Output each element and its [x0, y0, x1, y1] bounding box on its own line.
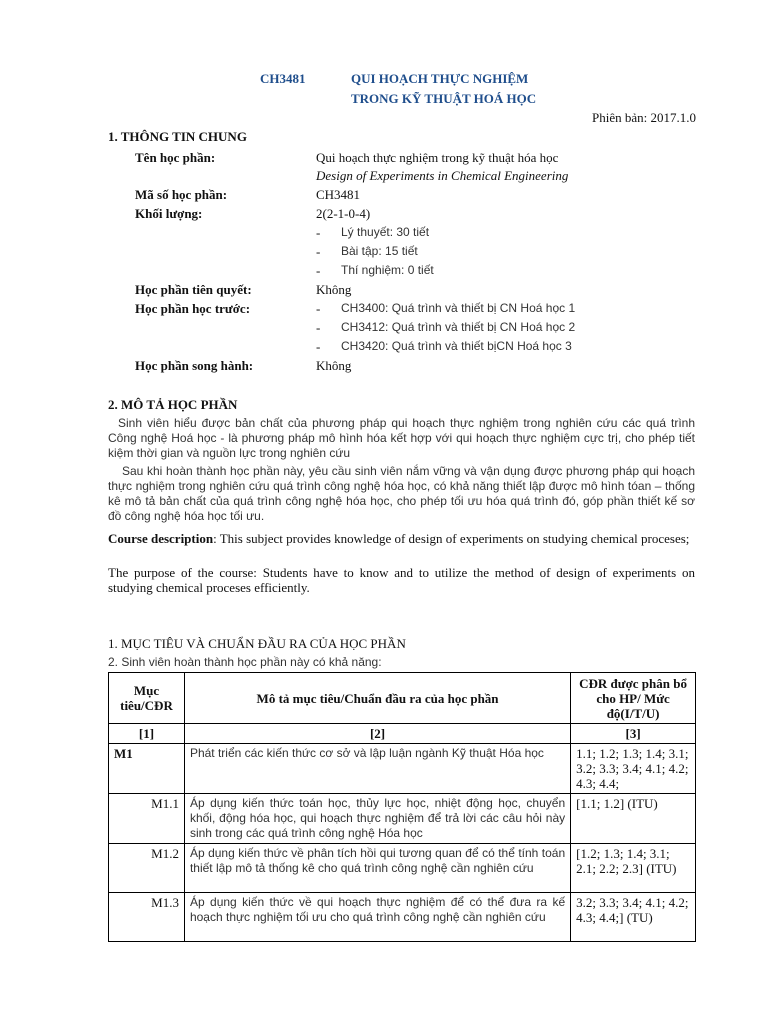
row-ma-so: [0, 187, 768, 205]
table-header-cell: CĐR được phân bổ cho HP/ Mức độ(I/T/U): [571, 673, 696, 724]
table-header-cell: Mô tả mục tiêu/Chuẩn đầu ra của học phần: [184, 673, 570, 724]
section2-heading: 2. MÔ TẢ HỌC PHẦN: [108, 397, 238, 412]
hoc-truoc-item: CH3400: Quá trình và thiết bị CN Hoá học 1: [341, 301, 576, 315]
table-cell-id: M1.3: [109, 893, 185, 942]
ma-so-value: CH3481: [316, 187, 361, 202]
description-paragraph-1: Sinh viên hiểu được bản chất của phương pháp qui hoạch thực nghiệm trong nghiên cứu các quá trình Công nghệ Hoá học - là phương pháp mô hình hóa kết hợp với qui hoạch thực nghiệm cực trị, cho phép tiết kiệm thời gian và nguồn lực trong nghiên cứu: [108, 416, 695, 460]
row-hoc-truoc-2: - CH3412: Quá trình và thiết bị CN Hoá học 2: [316, 320, 576, 335]
hoc-truoc-item: CH3420: Quá trình và thiết bịCN Hoá học 3: [341, 339, 572, 353]
table-cell-cdr: [1.1; 1.2] (ITU): [571, 794, 696, 844]
row-tien-quyet: [0, 282, 768, 300]
ma-so-label: Mã số học phần:: [135, 187, 228, 202]
table-index-cell: [3]: [571, 724, 696, 744]
row-hoc-truoc-3: - CH3420: Quá trình và thiết bịCN Hoá học 3: [316, 339, 572, 354]
ten-hp-en: Design of Experiments in Chemical Engineering: [316, 168, 569, 183]
khoi-luong-item: - Lý thuyết: 30 tiết: [316, 225, 430, 240]
tien-quyet-value: Không: [316, 282, 352, 297]
section3-heading: 1. MỤC TIÊU VÀ CHUẨN ĐẦU RA CỦA HỌC PHẦN: [108, 636, 406, 651]
description-paragraph-2: Sau khi hoàn thành học phần này, yêu cầu sinh viên nắm vững và vận dụng được phương pháp qui hoạch thực nghiệm trong nghiên cứu quá trình công nghệ hóa học, có khả năng thiết lập được mô hình tóan – thống kê mô tả bản chất của quá trình công nghệ hóa học, cho phép tối ưu hóa quá trình đó, góp phần thiết kế sơ đồ công nghệ hóa học tối ưu.: [108, 464, 695, 523]
table-cell-id: M1.1: [109, 794, 185, 844]
tien-quyet-label: Học phần tiên quyết:: [135, 282, 252, 297]
ten-hp-vi: Qui hoạch thực nghiệm trong kỹ thuật hóa học: [316, 150, 559, 165]
section1-heading: 1. THÔNG TIN CHUNG: [108, 129, 247, 144]
version: Phiên bản: 2017.1.0: [592, 110, 696, 125]
objectives-table: [108, 672, 696, 942]
table-cell-desc: Áp dụng kiến thức toán học, thủy lực học, nhiệt động học, chuyển khối, động hóa học, qui hoạch thực nghiệm để trả lời các câu hỏi này sinh trong các quá trình công nghệ Hóa học: [184, 794, 570, 844]
table-cell-desc: Áp dụng kiến thức về qui hoạch thực nghiệm để có thể đưa ra kế hoạch thực nghiệm tối ưu cho quá trình công nghệ cần nghiên cứu: [184, 893, 570, 942]
ten-hp-label: Tên học phần:: [135, 150, 216, 165]
table-row: [109, 794, 696, 844]
table-row: [109, 893, 696, 942]
table-cell-cdr: 1.1; 1.2; 1.3; 1.4; 3.1; 3.2; 3.3; 3.4; 4.1; 4.2; 4.3; 4.4;: [571, 744, 696, 794]
song-hanh-label: Học phần song hành:: [135, 358, 254, 373]
course-code: CH3481: [260, 71, 306, 86]
table-cell-desc: Áp dụng kiến thức về phân tích hồi qui tương quan để có thể tính toán thiết lập mô tả thống kê cho quá trình công nghệ cần nghiên cứu: [184, 844, 570, 893]
table-row: [109, 844, 696, 893]
hoc-truoc-item: CH3412: Quá trình và thiết bị CN Hoá học 2: [341, 320, 576, 334]
table-cell-id: M1.2: [109, 844, 185, 893]
table-index-cell: [2]: [184, 724, 570, 744]
title-line-1: QUI HOẠCH THỰC NGHIỆM: [351, 71, 529, 86]
table-cell-cdr: 3.2; 3.3; 3.4; 4.1; 4.2; 4.3; 4.4;] (TU): [571, 893, 696, 942]
table-cell-id: M1: [109, 744, 185, 794]
song-hanh-value: Không: [316, 358, 352, 373]
course-purpose: The purpose of the course: Students have to know and to utilize the method of design of experiments on studying chemical proceses efficiently.: [108, 565, 695, 595]
title-line-2: TRONG KỸ THUẬT HOÁ HỌC: [351, 91, 537, 106]
table-header-cell: Mục tiêu/CĐR: [109, 673, 185, 724]
table-cell-cdr: [1.2; 1.3; 1.4; 3.1; 2.1; 2.2; 2.3] (ITU): [571, 844, 696, 893]
section3-subheading: 2. Sinh viên hoàn thành học phần này có khả năng:: [108, 655, 382, 669]
hoc-truoc-label: Học phần học trước:: [135, 301, 251, 316]
khoi-luong-label: Khối lượng:: [135, 206, 203, 221]
table-header-row: [109, 673, 696, 724]
khoi-luong-item: - Thí nghiệm: 0 tiết: [316, 263, 434, 278]
course-description: [108, 531, 695, 546]
khoi-luong-value: 2(2-1-0-4): [316, 206, 371, 221]
table-index-row: [109, 724, 696, 744]
row-khoi-luong: [0, 206, 768, 224]
khoi-luong-item: - Bài tập: 15 tiết: [316, 244, 418, 259]
row-ten-hp-en: [0, 168, 768, 186]
row-ten-hp: [0, 150, 768, 168]
row-song-hanh: [0, 358, 768, 376]
course-description-text: : This subject provides knowledge of design of experiments on studying chemical proceses;: [213, 531, 690, 546]
table-index-cell: [1]: [109, 724, 185, 744]
row-hoc-truoc: Học phần học trước: - CH3400: Quá trình và thiết bị CN Hoá học 1: [135, 301, 576, 316]
table-cell-desc: Phát triển các kiến thức cơ sở và lập luận ngành Kỹ thuật Hóa học: [184, 744, 570, 794]
course-description-label: Course description: [108, 531, 214, 546]
table-row: [109, 744, 696, 794]
